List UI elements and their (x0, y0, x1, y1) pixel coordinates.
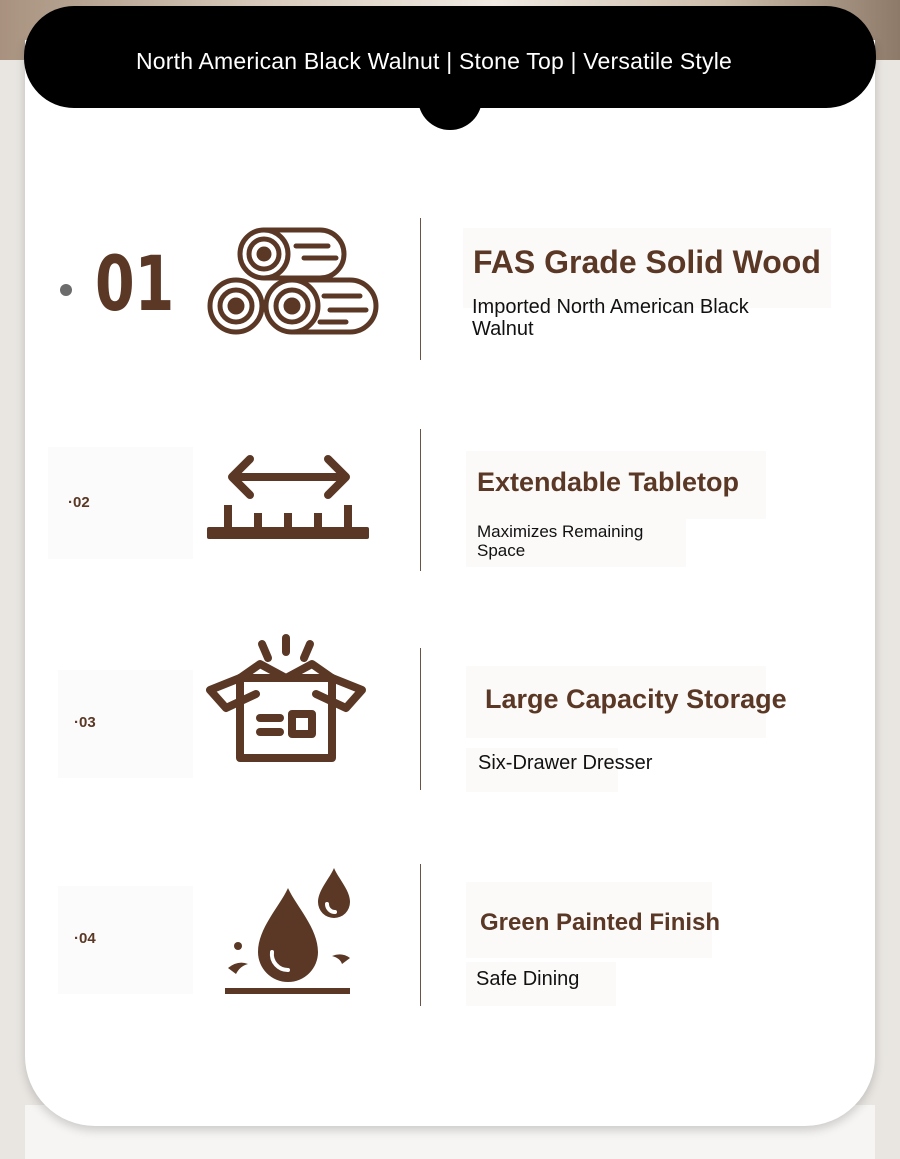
feature-subtitle-line2: Walnut (472, 318, 534, 340)
feature-number: 01 (95, 239, 175, 328)
feature-subtitle-line2: Space (477, 541, 526, 560)
feature-subtitle: Imported North American Black (472, 296, 749, 318)
feature-title: Green Painted Finish (480, 909, 721, 936)
feature-subtitle: Six-Drawer Dresser (478, 752, 653, 774)
feature-number: ·02 (68, 494, 90, 511)
header-title: North American Black Walnut | Stone Top | Versatile Style (135, 48, 733, 74)
bullet-dot (60, 284, 72, 296)
feature-title: Large Capacity Storage (485, 684, 787, 714)
open-box-icon (200, 634, 372, 766)
feature-title: FAS Grade Solid Wood (473, 244, 821, 280)
wood-logs-icon (200, 222, 380, 342)
feature-item-extendable (0, 429, 900, 571)
feature-subtitle: Safe Dining (476, 968, 580, 990)
feature-item-storage (0, 648, 900, 790)
divider-line (420, 218, 421, 360)
divider-line (420, 864, 421, 1006)
divider-line (420, 648, 421, 790)
extend-arrows-ruler-icon (200, 447, 376, 547)
feature-title: Extendable Tabletop (477, 467, 740, 497)
feature-subtitle: Maximizes Remaining (477, 522, 644, 541)
feature-number: ·03 (74, 714, 96, 731)
feature-item-solid-wood (0, 218, 900, 360)
feature-number: ·04 (74, 930, 96, 947)
feature-item-finish (0, 864, 900, 1006)
divider-line (420, 429, 421, 571)
water-drops-icon (200, 866, 360, 998)
